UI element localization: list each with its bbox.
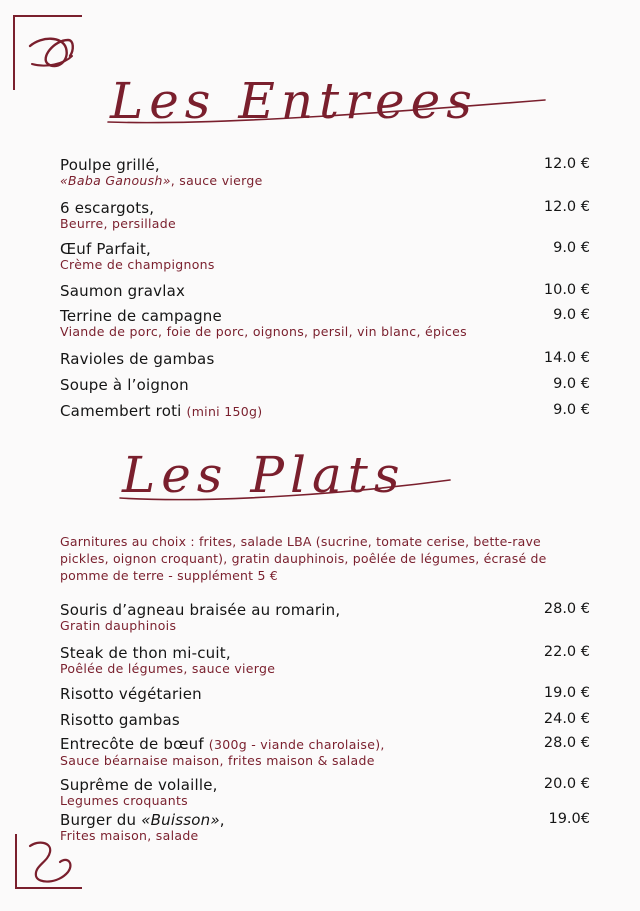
- menu-item: [60, 776, 590, 808]
- item-name: Steak de thon mi-cuit,: [60, 644, 231, 662]
- item-price: 19.0 €: [543, 685, 590, 701]
- item-description: Legumes croquants: [60, 793, 188, 808]
- item-price: 9.0 €: [553, 240, 590, 256]
- entrees-title-script: [0, 60, 640, 140]
- item-description: Viande de porc, foie de porc, oignons, persil, vin blanc, épices: [60, 324, 467, 339]
- garnitures-note: Garnitures au choix : frites, salade LBA (sucrine, tomate cerise, bette-rave pickles, oignon croquant), gratin dauphinois, poêlée de légumes, écrasé de pomme de terre - supplément 5 €: [60, 534, 547, 583]
- item-price: 22.0 €: [543, 644, 590, 660]
- svg-text:Les Plats: Les Plats: [122, 446, 406, 504]
- item-price: 9.0 €: [553, 376, 590, 392]
- menu-item: [60, 685, 590, 703]
- item-name: Risotto végétarien: [60, 685, 202, 703]
- menu-item: [60, 376, 590, 394]
- item-description: Gratin dauphinois: [60, 618, 177, 633]
- item-note: (mini 150g): [186, 404, 263, 419]
- item-name: Risotto gambas: [60, 711, 180, 729]
- item-name: Souris d’agneau braisée au romarin,: [60, 601, 341, 619]
- menu-item: [60, 811, 590, 843]
- item-price: 12.0 €: [543, 199, 590, 215]
- brand-logo-bottom: [14, 832, 84, 892]
- item-name: Entrecôte de bœuf (300g - viande charolaise),: [60, 735, 385, 753]
- entrees-title: [0, 60, 640, 140]
- menu-item: [60, 644, 590, 676]
- item-name: Terrine de campagne: [60, 307, 222, 325]
- svg-text:Les Entrees: Les Entrees: [110, 72, 478, 130]
- item-name: Œuf Parfait,: [60, 240, 152, 258]
- item-name: 6 escargots,: [60, 199, 155, 217]
- item-description: Crème de champignons: [60, 257, 215, 272]
- item-name: Camembert roti (mini 150g): [60, 402, 263, 420]
- item-price: 10.0 €: [543, 282, 590, 298]
- menu-item: [60, 240, 590, 272]
- item-price: 24.0 €: [543, 711, 590, 727]
- plats-title: [0, 440, 640, 520]
- item-price: 12.0 €: [543, 156, 590, 172]
- plats-title-script: [0, 440, 640, 520]
- item-price: 14.0 €: [543, 350, 590, 366]
- item-price: 28.0 €: [543, 601, 590, 617]
- item-price: 9.0 €: [553, 307, 590, 323]
- menu-item: [60, 199, 590, 231]
- menu-item: [60, 282, 590, 300]
- item-note: (300g - viande charolaise),: [208, 737, 385, 752]
- menu-item: [60, 601, 590, 633]
- menu-item: [60, 402, 590, 421]
- item-name: Ravioles de gambas: [60, 350, 215, 368]
- menu-item: [60, 350, 590, 368]
- item-description: Sauce béarnaise maison, frites maison & salade: [60, 753, 375, 768]
- menu-item: [60, 735, 590, 768]
- item-name: Soupe à l’oignon: [60, 376, 189, 394]
- item-price: 9.0 €: [553, 402, 590, 418]
- menu-item: [60, 711, 590, 729]
- menu-item: [60, 156, 590, 188]
- item-description: Frites maison, salade: [60, 828, 199, 843]
- item-description: Poêlée de légumes, sauce vierge: [60, 661, 276, 676]
- item-description: «Baba Ganoush», sauce vierge: [60, 173, 263, 188]
- menu-item: [60, 307, 590, 339]
- item-price: 19.0€: [548, 811, 590, 827]
- item-name: Poulpe grillé,: [60, 156, 160, 174]
- item-price: 28.0 €: [543, 735, 590, 751]
- item-price: 20.0 €: [543, 776, 590, 792]
- item-name: Suprême de volaille,: [60, 776, 218, 794]
- item-name: Burger du «Buisson»,: [60, 811, 225, 829]
- item-description: Beurre, persillade: [60, 216, 176, 231]
- item-name: Saumon gravlax: [60, 282, 186, 300]
